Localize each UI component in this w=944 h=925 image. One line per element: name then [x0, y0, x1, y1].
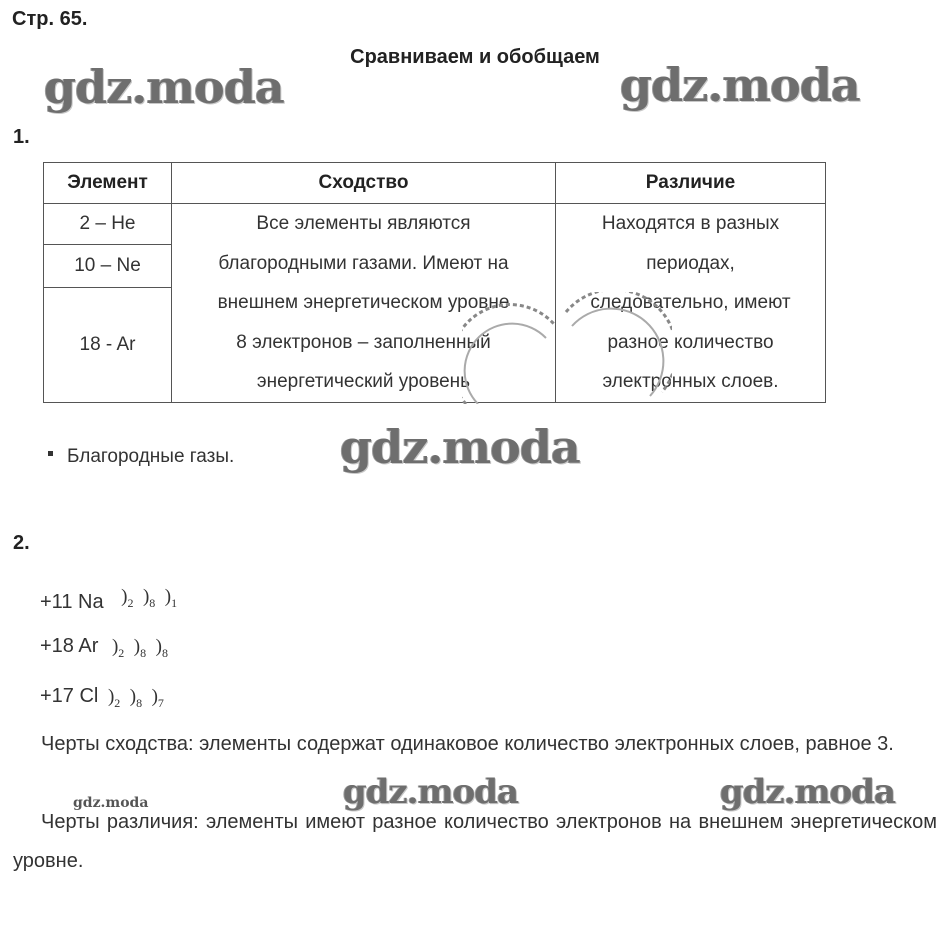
watermark-logo: gdz.moda — [340, 420, 580, 474]
difference-paragraph: Черты различия: элементы имеют разное количество электронов на внешнем энергетическом уровне. — [13, 811, 937, 872]
column-header: Сходство — [172, 163, 556, 204]
electron-shells: )$_2$ )$_8$ )$_7$ — [107, 686, 164, 710]
table-header-row — [44, 163, 826, 204]
similarity-line: Все элементы являются — [256, 213, 471, 234]
similarity-paragraph: Черты сходства: элементы содержат одинаковое количество электронных слоев, равное 3. — [41, 733, 894, 755]
difference-line: следовательно, имеют — [590, 292, 791, 313]
electron-shells: )$_2$ )$_8$ )$_1$ — [121, 586, 178, 610]
page-title: Стр. 65. — [12, 8, 88, 30]
task-number: 2. — [13, 532, 30, 554]
table-row — [44, 204, 826, 245]
watermark-logo: gdz.moda — [620, 58, 860, 112]
similarity-line: внешнем энергетическом уровне — [217, 292, 510, 313]
similarity-line: благородными газами. Имеют на — [218, 252, 509, 274]
element-cell: 18 - Ar — [44, 288, 172, 403]
watermark-logo: gdz.moda — [343, 772, 519, 812]
formula-label: +18 Ar — [40, 635, 99, 657]
difference-line: электронных слоев. — [602, 371, 779, 392]
answer-line — [48, 446, 234, 468]
formula-label: +17 Cl — [40, 685, 99, 707]
bullet-icon — [48, 451, 53, 456]
element-cell: 10 – Ne — [44, 245, 172, 288]
electron-formula — [40, 586, 178, 617]
watermark-logo: gdz.moda — [720, 772, 896, 812]
column-header: Элемент — [44, 163, 172, 204]
answer-text: Благородные газы. — [67, 446, 235, 467]
similarity-line: 8 электронов – заполненный — [236, 331, 491, 353]
electron-formula — [40, 635, 168, 661]
electron-shells: )$_2$ )$_8$ )$_8$ — [111, 636, 168, 660]
difference-line: разное количество — [607, 331, 774, 353]
section-title: Сравниваем и обобщаем — [350, 46, 600, 68]
stamp-seal-icon — [462, 292, 672, 404]
difference-line: Находятся в разных — [601, 213, 780, 234]
task-number: 1. — [13, 126, 30, 148]
similarity-line: энергетический уровень — [256, 371, 471, 392]
difference-line: периодах, — [646, 252, 735, 274]
watermark-logo: gdz.moda — [73, 795, 149, 811]
electron-formula — [40, 685, 164, 711]
element-cell: 2 – He — [44, 204, 172, 245]
watermark-logo: gdz.moda — [44, 60, 284, 114]
formula-label: +11 Na — [40, 591, 104, 613]
comparison-table — [43, 162, 826, 403]
column-header: Различие — [556, 163, 826, 204]
